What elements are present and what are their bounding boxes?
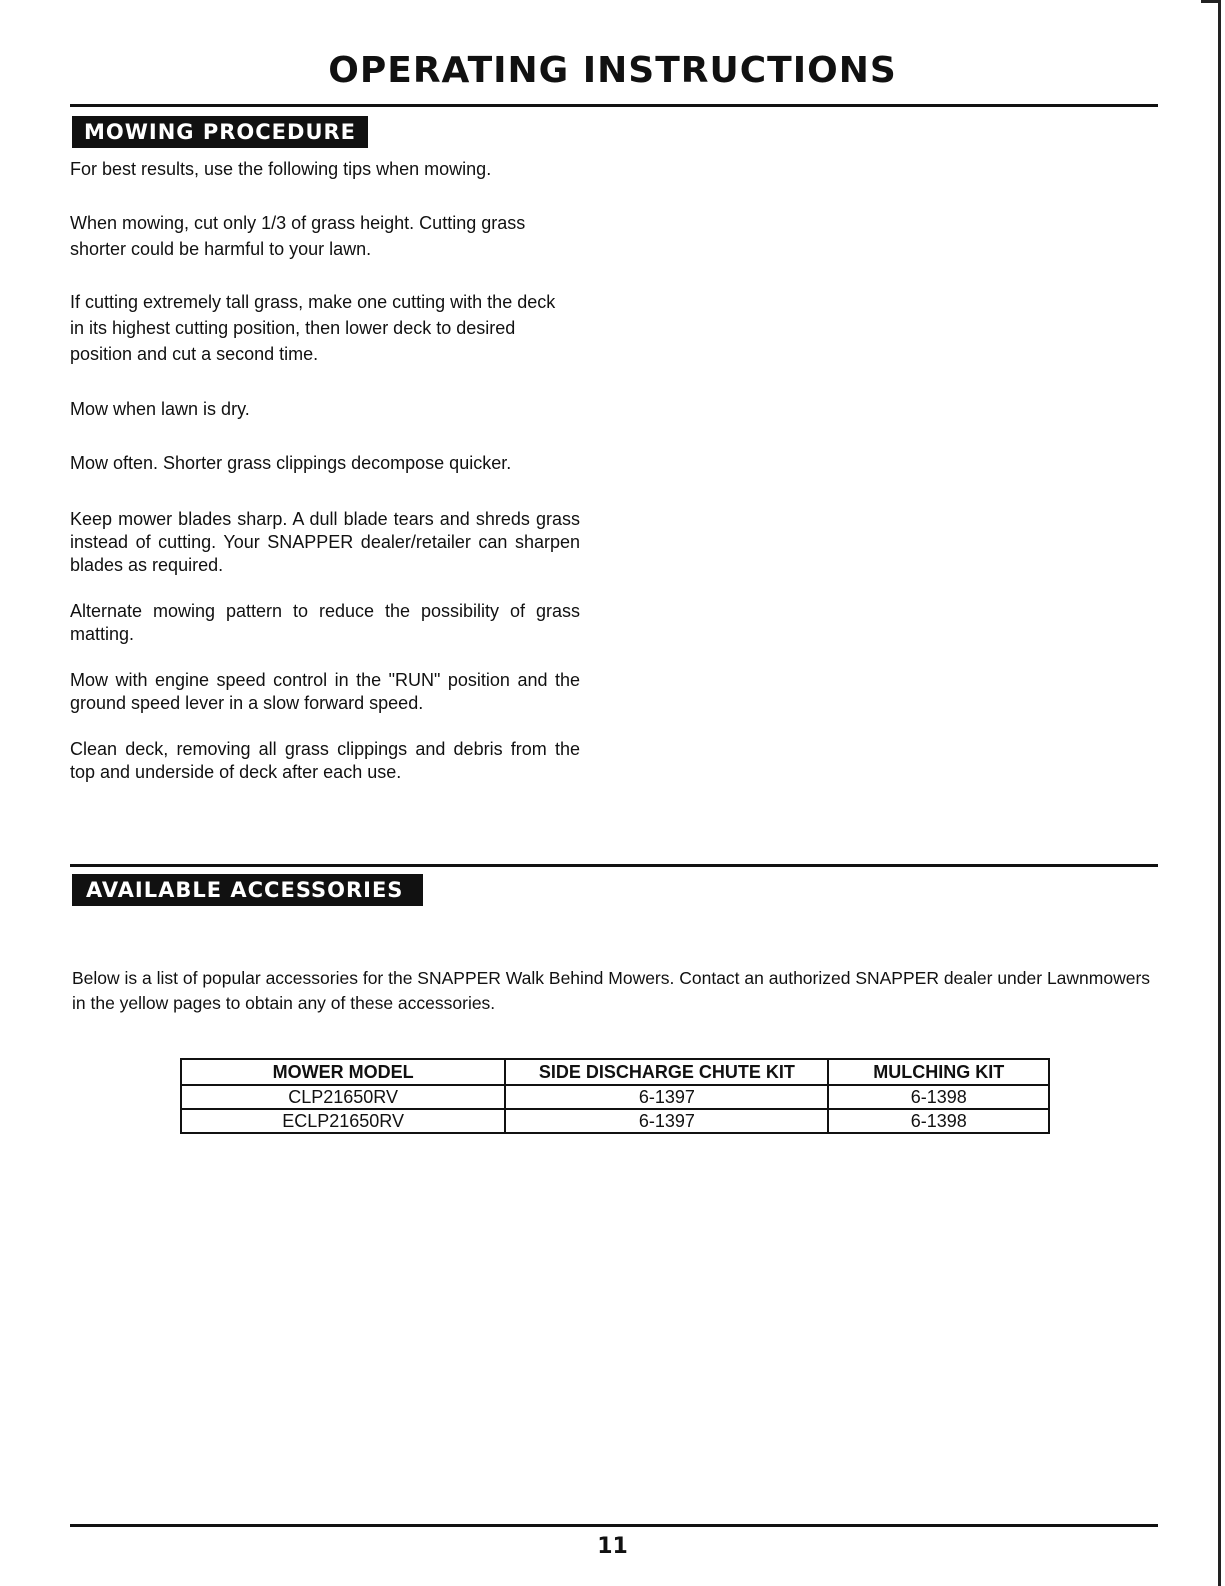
section-heading-available-accessories: AVAILABLE ACCESSORIES xyxy=(72,874,423,906)
section-heading-mowing-procedure: MOWING PROCEDURE xyxy=(72,116,368,148)
page-number: 11 xyxy=(597,1534,628,1559)
cell-side-discharge-chute-kit: 6-1397 xyxy=(505,1109,828,1133)
table-header-row xyxy=(181,1059,1049,1085)
accessories-table xyxy=(180,1058,1050,1134)
cell-mower-model: CLP21650RV xyxy=(181,1085,505,1109)
cell-mower-model: ECLP21650RV xyxy=(181,1109,505,1133)
table-row xyxy=(181,1085,1049,1109)
mowing-tip-intro: For best results, use the following tips when mowing. xyxy=(70,159,492,179)
mowing-tip-cut-height: When mowing, cut only 1/3 of grass height. Cutting grass shorter could be harmful to your lawn. xyxy=(70,213,526,259)
mowing-tip-alternate-pattern: Alternate mowing pattern to reduce the possibility of grass matting. xyxy=(70,601,580,644)
divider-top xyxy=(70,104,1158,107)
accessories-intro: Below is a list of popular accessories for the SNAPPER Walk Behind Mowers. Contact an authorized SNAPPER dealer under Lawnmowers in the yellow pages to obtain any of these accessories. xyxy=(72,968,1151,1013)
mowing-tip-tall-grass: If cutting extremely tall grass, make one cutting with the deck in its highest cutting position, then lower deck to desired position and cut a second time. xyxy=(70,292,556,364)
divider-bottom xyxy=(70,1524,1158,1527)
header-mower-model: MOWER MODEL xyxy=(181,1059,505,1085)
table-row xyxy=(181,1109,1049,1133)
header-mulching-kit: MULCHING KIT xyxy=(828,1059,1049,1085)
page-edge-corner xyxy=(1201,0,1221,3)
divider-middle xyxy=(70,864,1158,867)
mowing-tip-clean-deck: Clean deck, removing all grass clippings and debris from the top and underside of deck after each use. xyxy=(70,739,580,782)
mowing-tip-dry-lawn: Mow when lawn is dry. xyxy=(70,399,250,419)
cell-mulching-kit: 6-1398 xyxy=(828,1109,1049,1133)
page-title: OPERATING INSTRUCTIONS xyxy=(328,50,897,91)
mowing-tip-engine-speed: Mow with engine speed control in the "RUN" position and the ground speed lever in a slow forward speed. xyxy=(70,670,580,713)
cell-mulching-kit: 6-1398 xyxy=(828,1085,1049,1109)
mowing-tip-mow-often: Mow often. Shorter grass clippings decompose quicker. xyxy=(70,453,512,473)
cell-side-discharge-chute-kit: 6-1397 xyxy=(505,1085,828,1109)
header-side-discharge-chute-kit: SIDE DISCHARGE CHUTE KIT xyxy=(505,1059,828,1085)
page-edge xyxy=(1218,0,1221,1586)
mowing-tip-sharp-blades: Keep mower blades sharp. A dull blade tears and shreds grass instead of cutting. Your SNAPPER dealer/retailer can sharpen blades as required. xyxy=(70,509,580,575)
